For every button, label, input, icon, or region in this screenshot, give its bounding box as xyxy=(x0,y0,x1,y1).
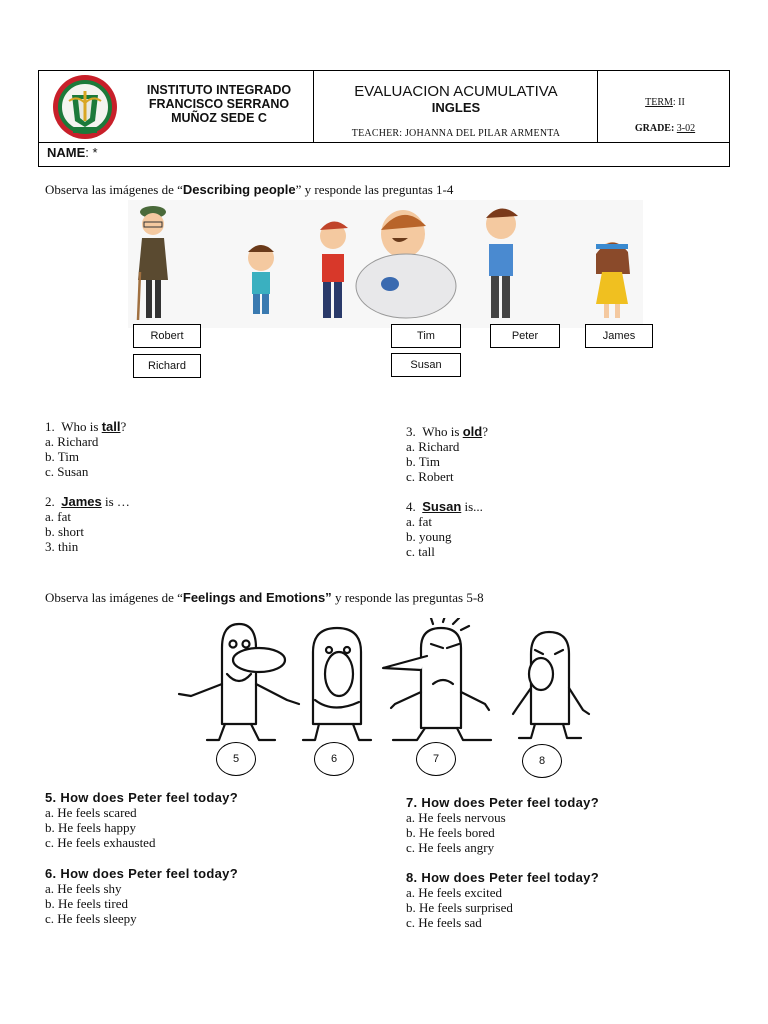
feelings-illustration xyxy=(175,618,600,746)
answer-option[interactable]: c. Susan xyxy=(45,464,89,479)
name-label-box: Robert xyxy=(133,324,201,348)
question-text: How does Peter feel today? xyxy=(60,866,238,881)
answer-option[interactable]: a. He feels excited xyxy=(406,885,503,900)
answer-option[interactable]: b. He feels happy xyxy=(45,820,136,835)
divider xyxy=(313,71,314,143)
answer-option[interactable]: a. Richard xyxy=(45,434,99,449)
answer-option[interactable]: b. Tim xyxy=(45,449,79,464)
instruction-text: y responde las preguntas 5-8 xyxy=(331,590,484,605)
name-label-box: James xyxy=(585,324,653,348)
question-text: Who is xyxy=(61,419,102,434)
section1-instructions xyxy=(45,182,453,198)
instruction-text: ” y responde las preguntas 1-4 xyxy=(295,182,454,197)
question-5 xyxy=(45,790,375,850)
question-6 xyxy=(45,866,375,926)
question-number: 8. xyxy=(406,870,418,885)
school-logo xyxy=(45,73,125,141)
question-4 xyxy=(406,499,706,559)
question-3 xyxy=(406,424,706,484)
question-text: is … xyxy=(101,494,130,509)
question-text: Who is xyxy=(422,424,463,439)
sad-figure xyxy=(513,632,589,738)
question-keyword: Susan xyxy=(422,499,462,514)
answer-option[interactable]: b. He feels surprised xyxy=(406,900,513,915)
answer-option[interactable]: b. Tim xyxy=(406,454,440,469)
instruction-keyword: Describing people xyxy=(182,182,296,197)
question-number: 2. xyxy=(45,494,55,509)
question-number: 1. xyxy=(45,419,55,434)
answer-option[interactable]: a. He feels scared xyxy=(45,805,137,820)
question-text: How does Peter feel today? xyxy=(421,870,599,885)
instruction-text: Observa las imágenes de “ xyxy=(45,182,183,197)
institution-line: INSTITUTO INTEGRADO xyxy=(146,83,292,97)
question-2 xyxy=(45,494,345,554)
answer-option[interactable]: 3. thin xyxy=(45,539,79,554)
name-label: NAME xyxy=(47,145,86,160)
question-keyword: James xyxy=(61,494,102,509)
term-field xyxy=(599,97,731,108)
evaluation-title: EVALUACION ACUMULATIVA xyxy=(354,83,558,100)
answer-option[interactable]: b. short xyxy=(45,524,84,539)
answer-option[interactable]: b. He feels bored xyxy=(406,825,495,840)
answer-option[interactable]: a. fat xyxy=(406,514,432,529)
grade-field xyxy=(599,123,731,134)
name-label-box: Peter xyxy=(490,324,560,348)
question-text: ? xyxy=(482,424,488,439)
name-value[interactable]: : * xyxy=(85,145,98,160)
question-text: How does Peter feel today? xyxy=(421,795,599,810)
describing-people-illustration xyxy=(128,200,643,328)
divider xyxy=(39,142,729,143)
answer-option[interactable]: c. He feels sad xyxy=(406,915,482,930)
question-number: 6. xyxy=(45,866,57,881)
name-label-box: Susan xyxy=(391,353,461,377)
term-label: TERM xyxy=(645,97,673,108)
question-keyword: tall xyxy=(101,419,121,434)
answer-option[interactable]: c. He feels angry xyxy=(406,840,495,855)
institution-line: FRANCISCO SERRANO xyxy=(148,97,290,111)
question-text: How does Peter feel today? xyxy=(60,790,238,805)
teacher-name: TEACHER: JOHANNA DEL PILAR ARMENTA xyxy=(351,128,561,139)
happy-figure xyxy=(179,624,299,740)
figure-number-badge: 6 xyxy=(314,742,354,776)
answer-option[interactable]: a. fat xyxy=(45,509,71,524)
figure-number-badge: 7 xyxy=(416,742,456,776)
name-label-box: Richard xyxy=(133,354,201,378)
figure-number-badge: 8 xyxy=(522,744,562,778)
question-1 xyxy=(45,419,345,479)
instruction-text: Observa las imágenes de “ xyxy=(45,590,183,605)
question-number: 4. xyxy=(406,499,416,514)
answer-option[interactable]: c. He feels exhausted xyxy=(45,835,156,850)
answer-option[interactable]: c. tall xyxy=(406,544,435,559)
term-value: : II xyxy=(672,97,685,108)
name-field[interactable] xyxy=(47,145,98,160)
divider xyxy=(597,71,598,143)
question-keyword: old xyxy=(462,424,483,439)
question-8 xyxy=(406,870,736,930)
instruction-keyword: Feelings and Emotions” xyxy=(182,590,332,605)
angry-figure xyxy=(383,618,491,740)
header-table xyxy=(38,70,730,167)
question-text: ? xyxy=(120,419,127,434)
answer-option[interactable]: c. He feels sleepy xyxy=(45,911,137,926)
question-text: is... xyxy=(461,499,483,514)
name-label-box: Tim xyxy=(391,324,461,348)
answer-option[interactable]: b. young xyxy=(406,529,452,544)
institution-name xyxy=(129,83,309,125)
question-number: 3. xyxy=(406,424,416,439)
figure-number-badge: 5 xyxy=(216,742,256,776)
section2-instructions xyxy=(45,590,484,606)
answer-option[interactable]: c. Robert xyxy=(406,469,454,484)
shy-figure xyxy=(303,628,371,740)
answer-option[interactable]: a. Richard xyxy=(406,439,460,454)
subject-title: INGLES xyxy=(431,100,481,115)
grade-label: GRADE: xyxy=(634,123,675,134)
question-number: 7. xyxy=(406,795,418,810)
grade-value: 3-02 xyxy=(676,123,696,134)
answer-option[interactable]: a. He feels shy xyxy=(45,881,122,896)
question-number: 5. xyxy=(45,790,57,805)
answer-option[interactable]: a. He feels nervous xyxy=(406,810,506,825)
question-7 xyxy=(406,795,736,855)
answer-option[interactable]: b. He feels tired xyxy=(45,896,129,911)
institution-line: MUÑOZ SEDE C xyxy=(171,111,267,125)
